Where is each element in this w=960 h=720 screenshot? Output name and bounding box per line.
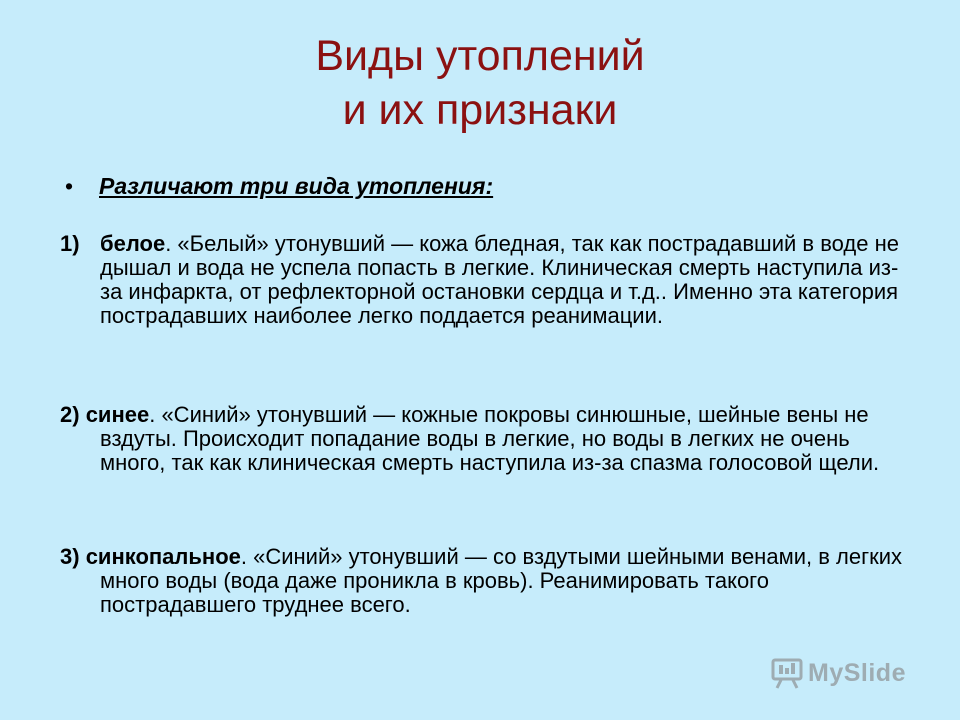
item-body bbox=[100, 232, 910, 328]
item-number: 3) bbox=[60, 544, 86, 569]
slide-title bbox=[0, 29, 960, 137]
slide-title-line-2: и их признаки bbox=[342, 86, 618, 134]
item-term: синее bbox=[85, 402, 150, 427]
bullet-marker: • bbox=[65, 173, 74, 199]
drowning-type-syncopal bbox=[60, 545, 910, 617]
watermark-text: MySlide bbox=[808, 658, 906, 687]
projector-screen-icon bbox=[770, 656, 804, 690]
item-paragraph bbox=[60, 545, 910, 617]
watermark-logo bbox=[770, 655, 906, 691]
item-paragraph bbox=[60, 403, 910, 475]
intro-bullet bbox=[65, 173, 493, 199]
item-text: . «Синий» утонувший — со вздутыми шейными венами, в легких много воды (вода даже проникла в кровь). Реанимировать такого пострадавшего труднее всего. bbox=[100, 544, 903, 617]
item-term: белое bbox=[100, 231, 166, 256]
item-number: 1) bbox=[60, 231, 80, 256]
drowning-type-blue bbox=[60, 403, 910, 475]
item-text: . «Синий» утонувший — кожные покровы синюшные, шейные вены не вздуты. Происходит попадание воды в легкие, но воды в легких не очень много, так как клиническая смерть наступила из-за спазма голосовой щели. bbox=[100, 402, 880, 475]
item-text: . «Белый» утонувший — кожа бледная, так как пострадавший в воде не дышал и вода не успела попасть в легкие. Клиническая смерть наступила из-за инфаркта, от рефлекторной остановки сердца и т.д.. Именно эта категория пострадавших наиболее легко поддается реанимации. bbox=[100, 231, 899, 328]
drowning-type-white bbox=[60, 232, 910, 328]
item-term: синкопальное bbox=[85, 544, 241, 569]
slide-title-line-1: Виды утоплений bbox=[315, 32, 645, 80]
item-number: 2) bbox=[60, 402, 86, 427]
intro-text: Различают три вида утопления: bbox=[99, 173, 494, 199]
